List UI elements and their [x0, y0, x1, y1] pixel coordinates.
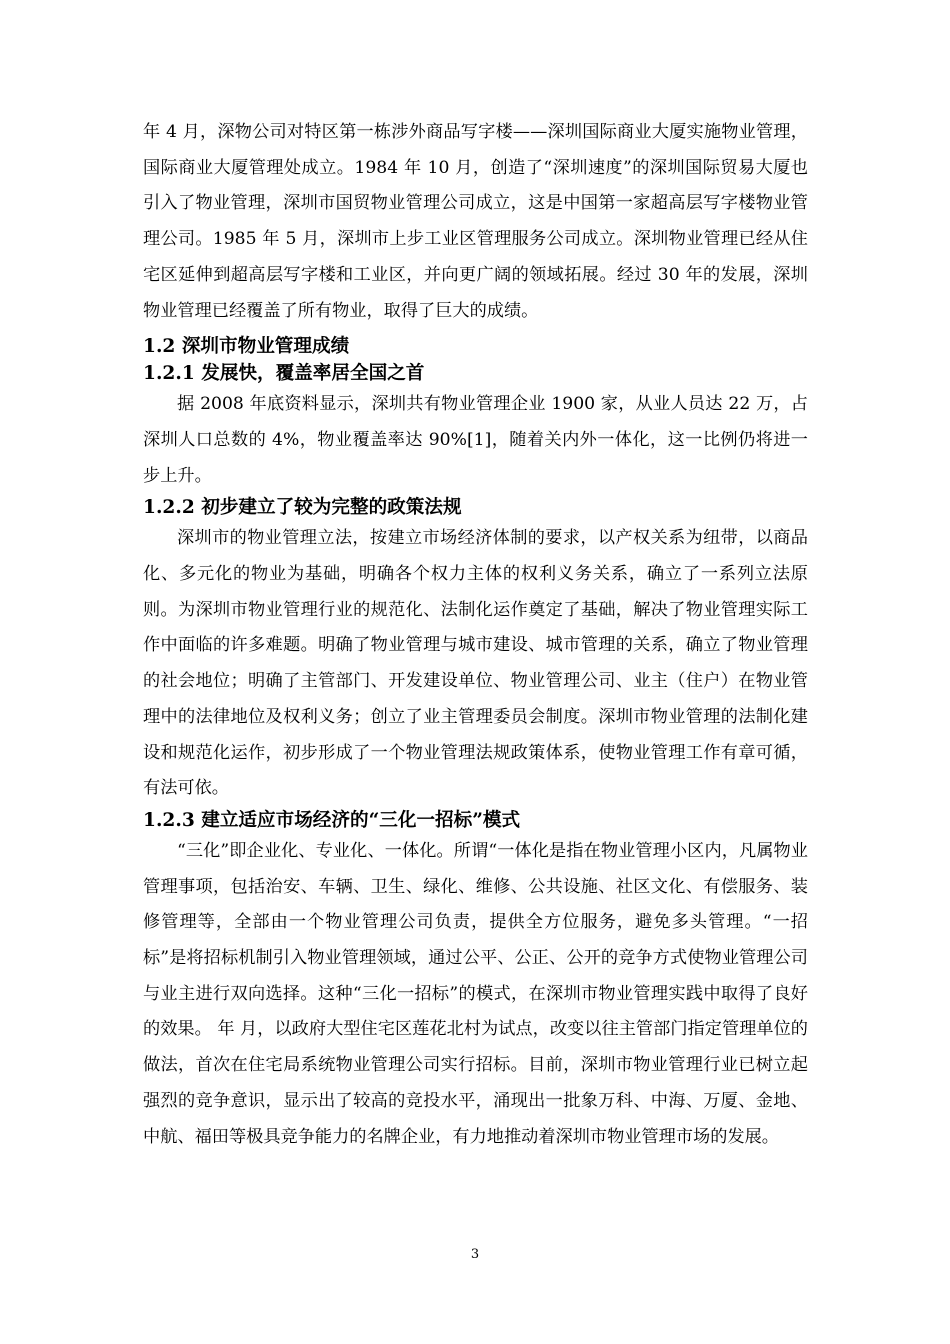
section-heading-1-2-2: 1.2.2 初步建立了较为完整的政策法规: [143, 497, 462, 519]
intro-paragraph: 年 4 月，深物公司对特区第一栋涉外商品写字楼——深圳国际商业大厦实施物业管理，国际商业大厦管理处成立。1984 年 10 月，创造了“深圳速度”的深圳国际贸易大厦也引入了物业管理，深圳市国贸物业管理公司成立，这是中国第一家超高层写字楼物业管理公司。1985 年 5 月，深圳市上步工业区管理服务公司成立。深圳物业管理已经从住宅区延伸到超高层写字楼和工业区，并向更广阔的领域拓展。经过 30 年的发展，深圳物业管理已经覆盖了所有物业，取得了巨大的成绩。: [143, 122, 808, 321]
document-body: [143, 115, 808, 1155]
section-heading-1-2: 1.2 深圳市物业管理成绩: [143, 336, 350, 358]
section-1-2-1-paragraph: 据 2008 年底资料显示，深圳共有物业管理企业 1900 家，从业人员达 22 万，占深圳人口总数的 4%，物业覆盖率达 90%[1]，随着关内外一体化，这一比例仍将进一步上升。: [143, 394, 808, 486]
section-heading-1-2-1: 1.2.1 发展快，覆盖率居全国之首: [143, 363, 425, 385]
page-number: 3: [470, 1247, 480, 1262]
section-1-2-2-paragraph: 深圳市的物业管理立法，按建立市场经济体制的要求，以产权关系为纽带，以商品化、多元化的物业为基础，明确各个权力主体的权利义务关系，确立了一系列立法原则。为深圳市物业管理行业的规范化、法制化运作奠定了基础，解决了物业管理实际工作中面临的许多难题。明确了物业管理与城市建设、城市管理的关系，确立了物业管理的社会地位；明确了主管部门、开发建设单位、物业管理公司、业主（住户）在物业管理中的法律地位及权利义务；创立了业主管理委员会制度。深圳市物业管理的法制化建设和规范化运作，初步形成了一个物业管理法规政策体系，使物业管理工作有章可循，有法可依。: [143, 528, 808, 799]
section-heading-1-2-3: 1.2.3 建立适应市场经济的“三化一招标”模式: [143, 809, 521, 831]
section-1-2-3-paragraph: “三化”即企业化、专业化、一体化。所谓“一体化是指在物业管理小区内，凡属物业管理事项，包括治安、车辆、卫生、绿化、维修、公共设施、社区文化、有偿服务、装修管理等，全部由一个物业管理公司负责，提供全方位服务，避免多头管理。“一招标”是将招标机制引入物业管理领域，通过公平、公正、公开的竞争方式使物业管理公司与业主进行双向选择。这种“三化一招标”的模式，在深圳市物业管理实践中取得了良好的效果。 年 月，以政府大型住宅区莲花北村为试点，改变以往主管部门指定管理单位的做法，首次在住宅局系统物业管理公司实行招标。目前，深圳市物业管理行业已树立起强烈的竞争意识，显示出了较高的竞投水平，涌现出一批象万科、中海、万厦、金地、中航、福田等极具竞争能力的名牌企业，有力地推动着深圳市物业管理市场的发展。: [143, 840, 808, 1147]
